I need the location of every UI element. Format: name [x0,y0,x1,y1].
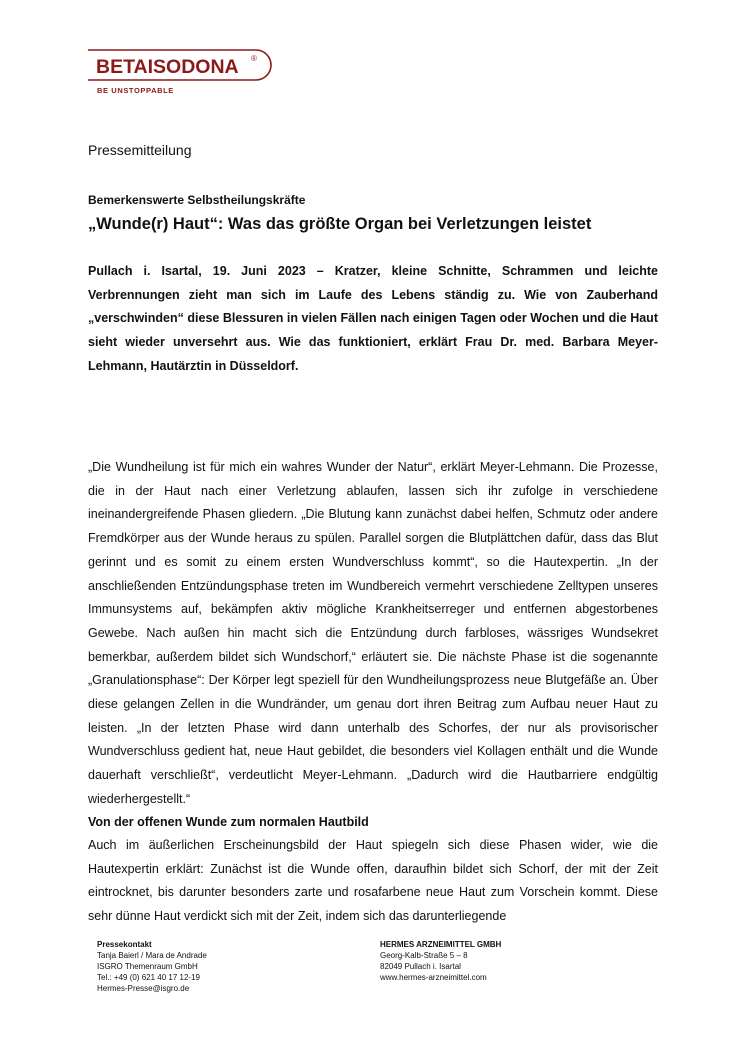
footer-contact-agency: ISGRO Themenraum GmbH [97,962,198,971]
footer-company [380,939,501,983]
document-headline: „Wunde(r) Haut“: Was das größte Organ bei Verletzungen leistet [88,215,592,233]
document-type-label: Pressemitteilung [88,142,192,158]
footer-contact-names: Tanja Baierl / Mara de Andrade [97,951,207,960]
brand-logo [88,48,272,82]
footer-company-street: Georg-Kalb-Straße 5 – 8 [380,951,468,960]
body-paragraph-1: „Die Wundheilung ist für mich ein wahres Wunder der Natur“, erklärt Meyer-Lehmann. Die Prozesse, die in der Haut nach einer Verletzung ablaufen, lassen sich ihr zufolge in verschiedene ineinandergreifende Phasen gliedern. „Die Blutung kann zunächst dabei helfen, Schmutz oder andere Fremdkörper aus der Wunde heraus zu spülen. Parallel sorgen die Blutplättchen dafür, dass das Blut gerinnt und es somit zu einem ersten Wundverschluss kommt“, so die Hautexpertin. „In der anschließenden Entzündungsphase treten im Wundbereich vermehrt verschiedene Zelltypen unseres Immunsystems auf, bekämpfen aktiv mögliche Krankheitserreger und entfernen abgestorbenes Gewebe. Nach außen hin macht sich die Entzündung durch farbloses, wässriges Wundsekret bemerkbar, außerdem bildet sich Wundschorf,“ erläutert sie. Die nächste Phase ist die sogenannte „Granulationsphase“: Der Körper legt speziell für den Wundheilungsprozess neue Blutgefäße an. Über diese gelangen Zellen in die Wundränder, um genau dort ihren Beitrag zum Aufbau neuer Haut zu leisten. „In der letzten Phase wird dann unterhalb des Schorfes, der nur als provisorischer Wundverschluss gedient hat, neue Haut gebildet, die besonders viel Kollagen enthält und die Wunde dauerhaft verschließt“, verdeutlicht Meyer-Lehmann. „Dadurch wird die Hautbarriere endgültig wiederhergestellt.“ [88,460,658,806]
document-subtitle: Bemerkenswerte Selbstheilungskräfte [88,193,306,207]
footer-contact-heading: Pressekontakt [97,940,152,949]
footer-company-web: www.hermes-arzneimittel.com [380,973,487,982]
footer-contact-phone: Tel.: +49 (0) 621 40 17 12-19 [97,973,200,982]
lead-paragraph: Pullach i. Isartal, 19. Juni 2023 – Kratzer, kleine Schnitte, Schrammen und leichte Verbrennungen zieht man sich im Laufe des Lebens ständig zu. Wie von Zauberhand „verschwinden“ diese Blessuren in vielen Fällen nach einigen Tagen oder Wochen und die Haut sieht wieder unversehrt aus. Wie das funktioniert, erklärt Frau Dr. med. Barbara Meyer-Lehmann, Hautärztin in Düsseldorf. [88,264,658,373]
footer-press-contact [97,939,207,994]
logo-badge [88,48,272,82]
logo-text: BETAISODONA [96,56,239,78]
registered-mark: ® [251,54,257,63]
section-heading: Von der offenen Wunde zum normalen Hautbild [88,815,369,829]
body-paragraph-2: Auch im äußerlichen Erscheinungsbild der Haut spiegeln sich diese Phasen wider, wie die Hautexpertin erklärt: Zunächst ist die Wunde offen, daraufhin bildet sich Schorf, der mit der Zeit eintrocknet, bis darunter besonders zarte und rosafarbene neue Haut zum Vorschein kommt. Diese sehr dünne Haut verdickt sich mit der Zeit, indem sich das darunterliegende [88,838,658,924]
footer-company-heading: HERMES ARZNEIMITTEL GMBH [380,940,502,949]
footer-contact-email: Hermes-Presse@isgro.de [97,984,190,993]
logo-tagline: BE UNSTOPPABLE [97,86,174,95]
footer-company-city: 82049 Pullach i. Isartal [380,962,461,971]
